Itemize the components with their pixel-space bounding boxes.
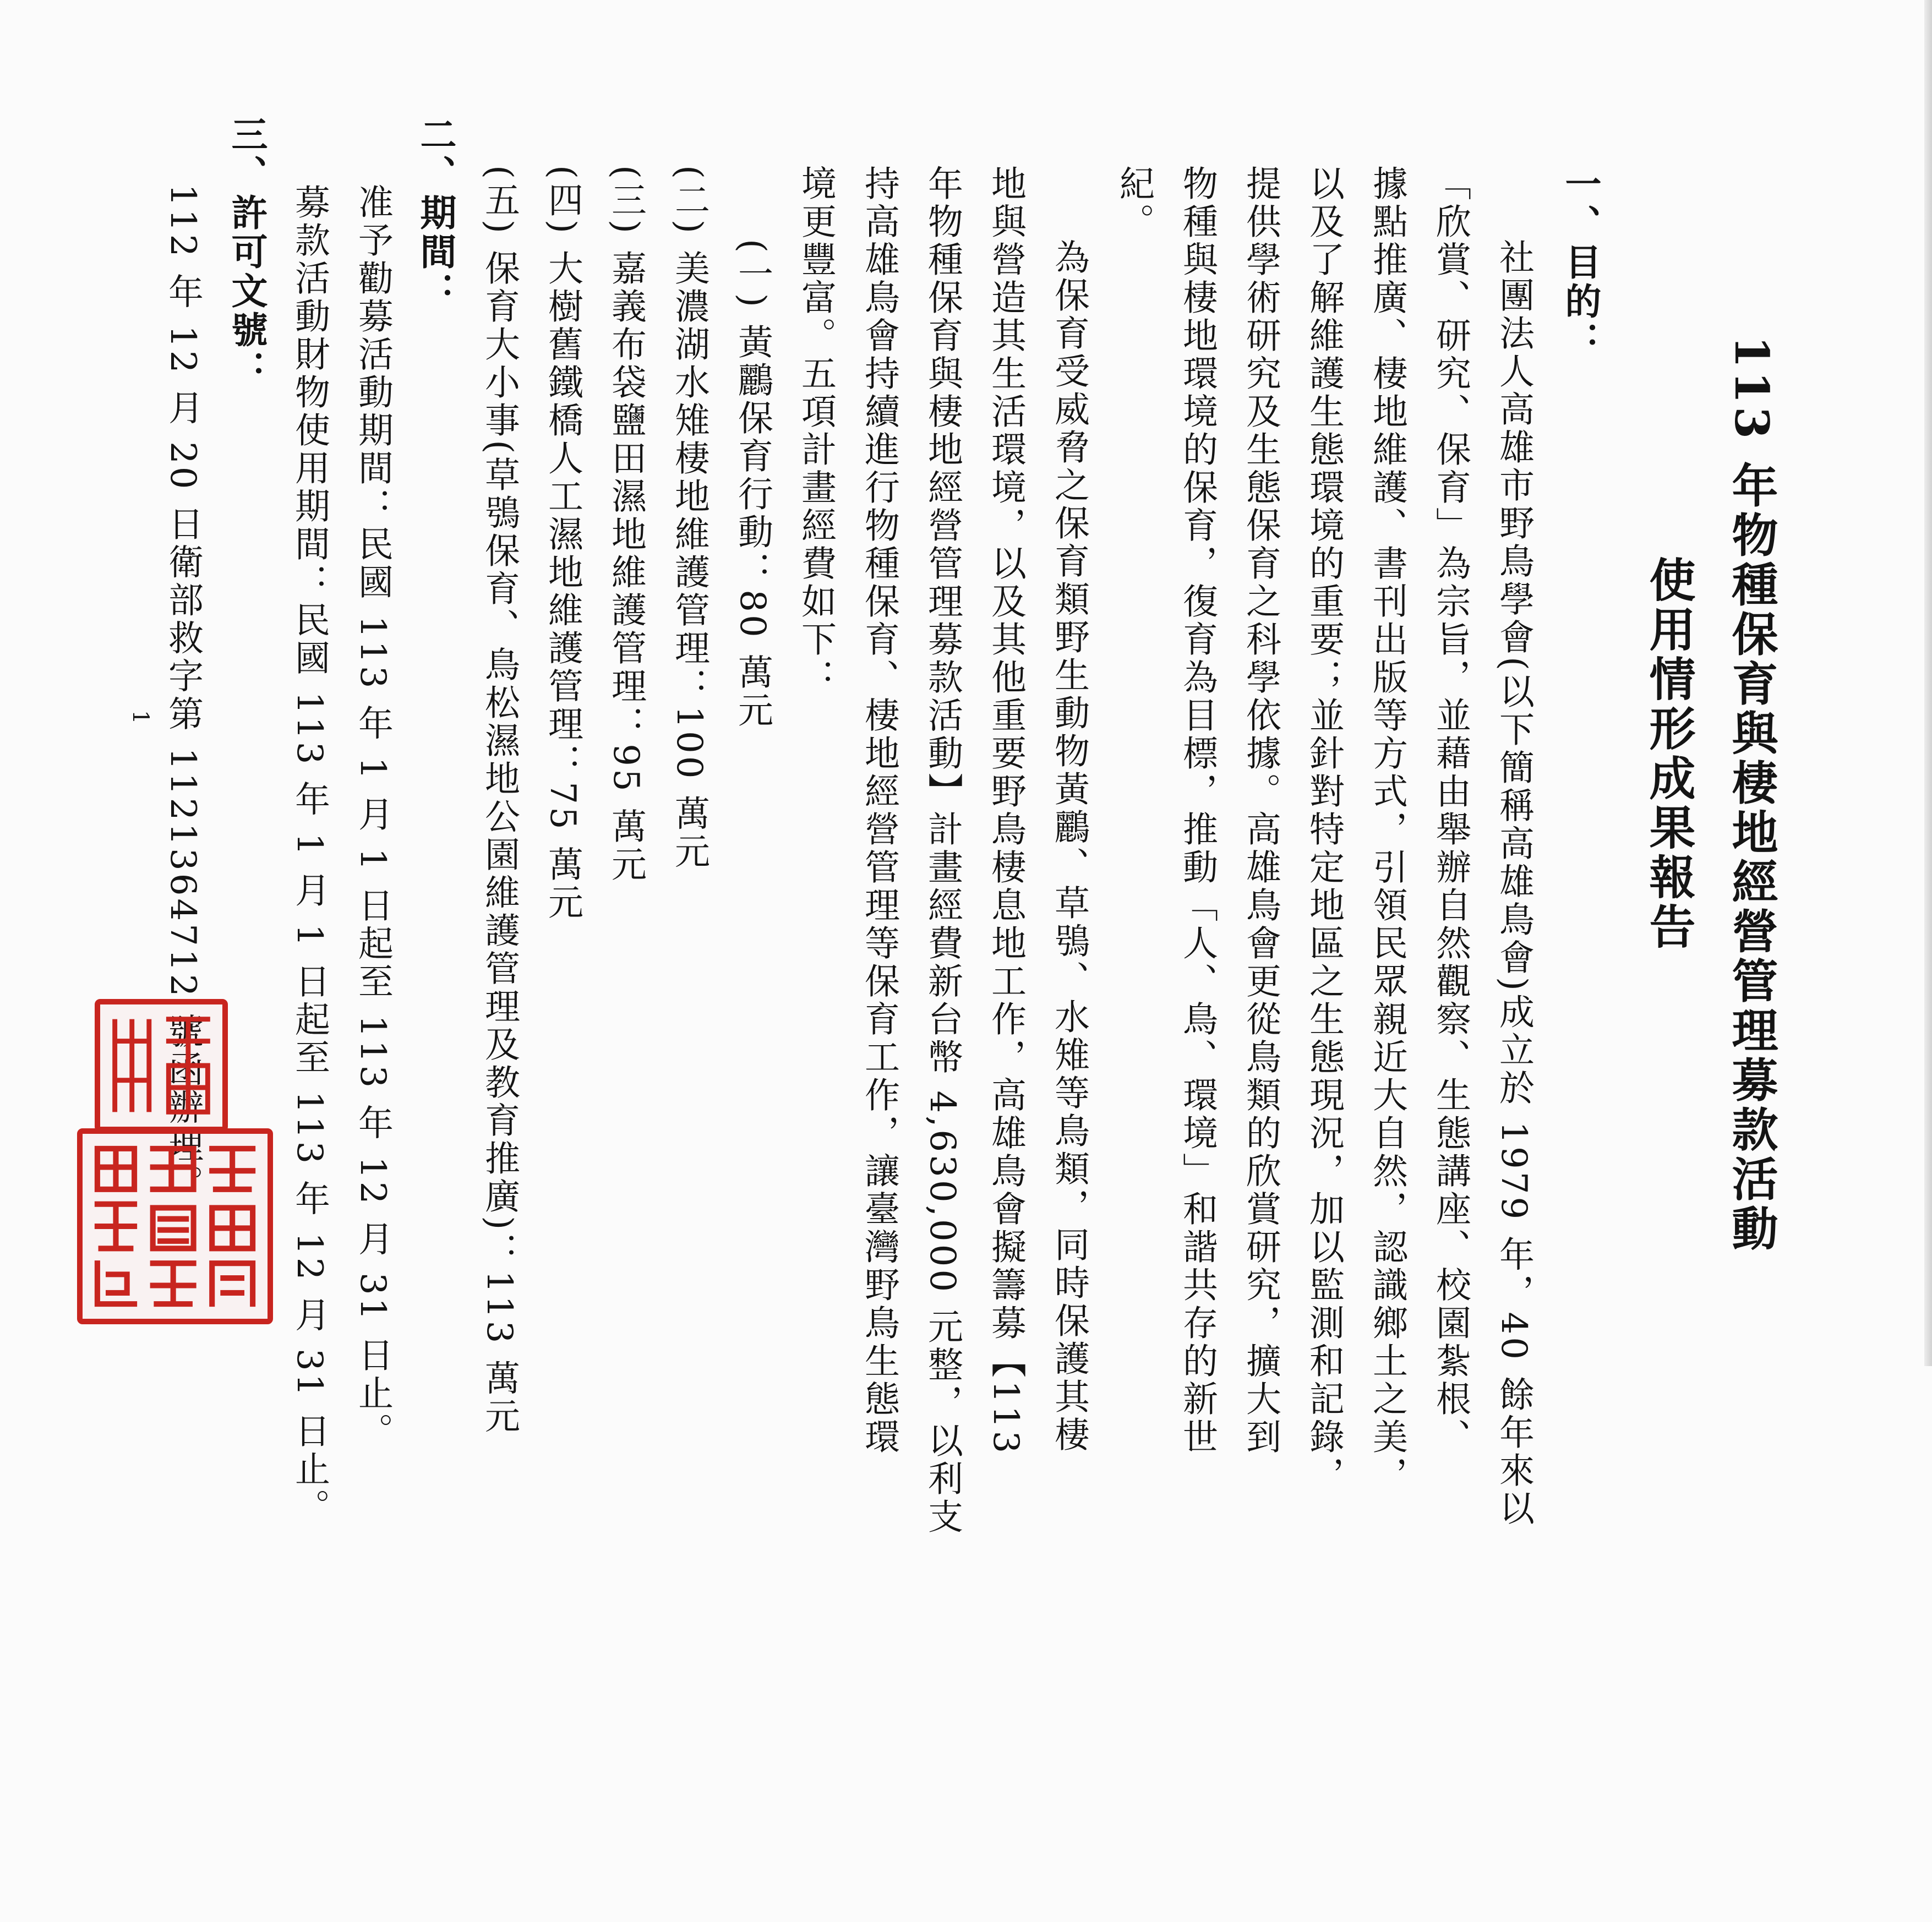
section-1-heading: 一、目的： xyxy=(1559,165,1602,361)
period-line: 准予勸募活動期間：民國 113 年 1 月 1 日起至 113 年 12 月 31 日止。 xyxy=(352,184,393,1451)
purpose-paragraph-line: 提供學術研究及生態保育之科學依據。高雄鳥會更從鳥類的欣賞研究，擴大到 xyxy=(1240,165,1281,1456)
project-item: (三) 嘉義布袋鹽田濕地維護管理：95 萬元 xyxy=(605,165,646,884)
period-line: 募款活動財物使用期間：民國 113 年 1 月 1 日起至 113 年 12 月 31 日止。 xyxy=(289,184,330,1527)
document-title-line1: 113 年物種保育與棲地經營管理募款活動 xyxy=(1724,336,1779,1254)
purpose-paragraph-line: 社團法人高雄市野鳥學會(以下簡稱高雄鳥會)成立於 1979 年，40 餘年來以 xyxy=(1493,239,1534,1528)
small-red-seal xyxy=(95,999,228,1132)
scan-edge xyxy=(1924,0,1932,1366)
page-number: 1 xyxy=(128,710,153,724)
small-seal-glyphs xyxy=(100,1004,222,1127)
funding-paragraph-line: 持高雄鳥會持續進行物種保育、棲地經營管理等保育工作，讓臺灣野鳥生態環 xyxy=(859,165,899,1456)
project-item: (一) 黃鸝保育行動：80 萬元 xyxy=(732,239,773,730)
funding-paragraph-line: 年物種保育與棲地經營管理募款活動】計畫經費新台幣 4,630,000 元整，以利支 xyxy=(922,165,963,1537)
purpose-paragraph-line: 據點推廣、棲地維護、書刊出版等方式，引領民眾親近大自然，認識鄉土之美， xyxy=(1367,165,1407,1494)
purpose-paragraph-line: 以及了解維護生態環境的重要；並針對特定地區之生態現況，加以監測和記錄， xyxy=(1303,165,1344,1494)
section-2-heading: 二、期間： xyxy=(414,116,457,311)
large-red-seal xyxy=(77,1128,273,1324)
document-title-line2: 使用情形成果報告 xyxy=(1642,556,1696,952)
purpose-paragraph-line: 紀。 xyxy=(1114,165,1154,241)
funding-paragraph-line: 境更豐富。五項計畫經費如下： xyxy=(795,165,836,697)
funding-paragraph-line: 為保育受威脅之保育類野生動物黃鸝、草鴞、水雉等鳥類，同時保護其棲 xyxy=(1049,239,1089,1454)
purpose-paragraph-line: 「欣賞、研究、保育」為宗旨，並藉由舉辦自然觀察、生態講座、校園紮根、 xyxy=(1430,165,1471,1456)
large-seal-glyphs xyxy=(83,1134,268,1319)
permit-line: 112 年 12 月 20 日衛部救字第 1121364712 號函辦理。 xyxy=(162,184,203,1203)
purpose-paragraph-line: 物種與棲地環境的保育，復育為目標，推動「人、鳥、環境」和諧共存的新世 xyxy=(1177,165,1218,1456)
project-item: (四) 大樹舊鐵橋人工濕地維護管理：75 萬元 xyxy=(542,165,583,922)
project-item: (五) 保育大小事(草鴞保育、鳥松濕地公園維護管理及教育推廣)：113 萬元 xyxy=(479,165,520,1436)
section-3-heading: 三、許可文號： xyxy=(225,116,268,389)
project-item: (二) 美濃湖水雉棲地維護管理：100 萬元 xyxy=(669,165,710,871)
funding-paragraph-line: 地與營造其生活環境，以及其他重要野鳥棲息地工作，高雄鳥會擬籌募【113 xyxy=(985,165,1026,1456)
